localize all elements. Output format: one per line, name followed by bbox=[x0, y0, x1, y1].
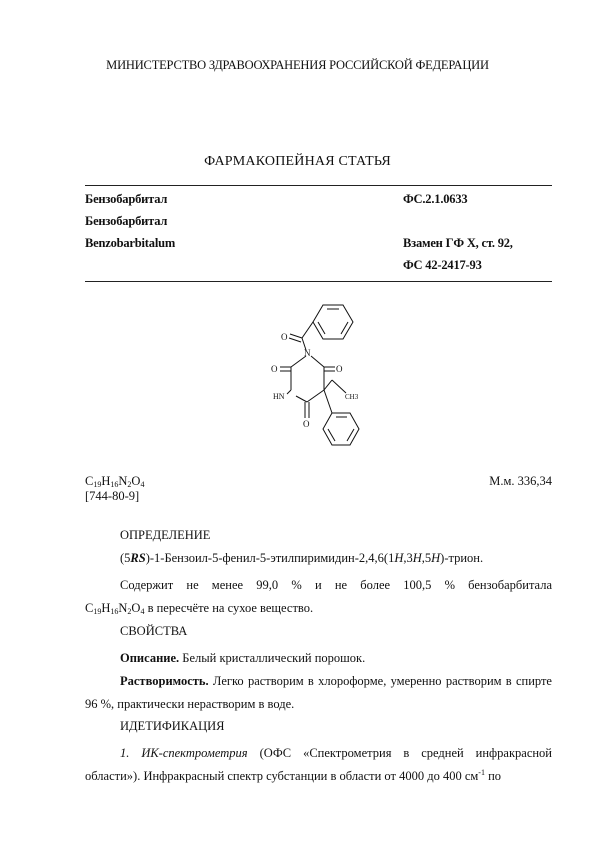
replaces-line-2: ФС 42-2417-93 bbox=[403, 258, 482, 272]
atom-o-left: O bbox=[271, 364, 278, 374]
atom-nh: HN bbox=[273, 392, 285, 401]
ir-paragraph: 1. ИК-спектрометрия (ОФС «Спектрометрия в средней инфракрасной области»). Инфракрасный спектр субстанции в области от 4000 до 400 $см^{-1}$ по bbox=[85, 746, 552, 783]
replaces-line-1: Взамен ГФ X, ст. 92, bbox=[403, 236, 513, 250]
name-russian: Бензобарбитал bbox=[85, 192, 168, 206]
section-properties: СВОЙСТВА bbox=[120, 624, 188, 638]
structural-formula bbox=[258, 300, 368, 460]
atom-o-bottom: O bbox=[303, 419, 310, 429]
atom-ch3: CH3 bbox=[345, 393, 359, 401]
atom-o-right: O bbox=[336, 364, 343, 374]
name-latin: Benzobarbitalum bbox=[85, 236, 176, 250]
ministry-header: МИНИСТЕРСТВО ЗДРАВООХРАНЕНИЯ РОССИЙСКОЙ ФЕДЕРАЦИИ bbox=[106, 58, 489, 72]
solubility-paragraph: Растворимость. Легко растворим в хлороформе, умеренно растворим в спирте 96 %, практически нерастворим в воде. bbox=[85, 674, 552, 711]
bottom-rule bbox=[85, 281, 552, 282]
definition-chemical-name: (5RS)-1-Бензоил-5-фенил-5-этилпиримидин-2,4,6(1H,3H,5H)-трион. bbox=[120, 551, 484, 565]
description-paragraph: Описание. Белый кристаллический порошок. bbox=[120, 651, 366, 665]
section-definition: ОПРЕДЕЛЕНИЕ bbox=[120, 528, 211, 542]
name-russian-alt: Бензобарбитал bbox=[85, 214, 168, 228]
section-identification: ИДЕТИФИКАЦИЯ bbox=[120, 719, 225, 733]
content-paragraph: Содержит не менее 99,0 % и не более 100,5 % бензобарбитала $C_{19}H_{16}N_2O_4$ в пересчёте на сухое вещество. bbox=[85, 578, 552, 616]
molecular-weight: М.м. 336,34 bbox=[489, 474, 552, 488]
cas-number: [744-80-9] bbox=[85, 489, 140, 503]
monograph-code: ФС.2.1.0633 bbox=[403, 192, 468, 206]
molecular-formula: $C_{19}H_{16}N_2O_4$ bbox=[85, 474, 145, 489]
atom-n: N bbox=[304, 348, 311, 358]
article-title: ФАРМАКОПЕЙНАЯ СТАТЬЯ bbox=[204, 154, 391, 169]
atom-o-carbonyl: O bbox=[281, 332, 288, 342]
top-rule bbox=[85, 185, 552, 186]
benzoyl-ring bbox=[313, 305, 353, 339]
